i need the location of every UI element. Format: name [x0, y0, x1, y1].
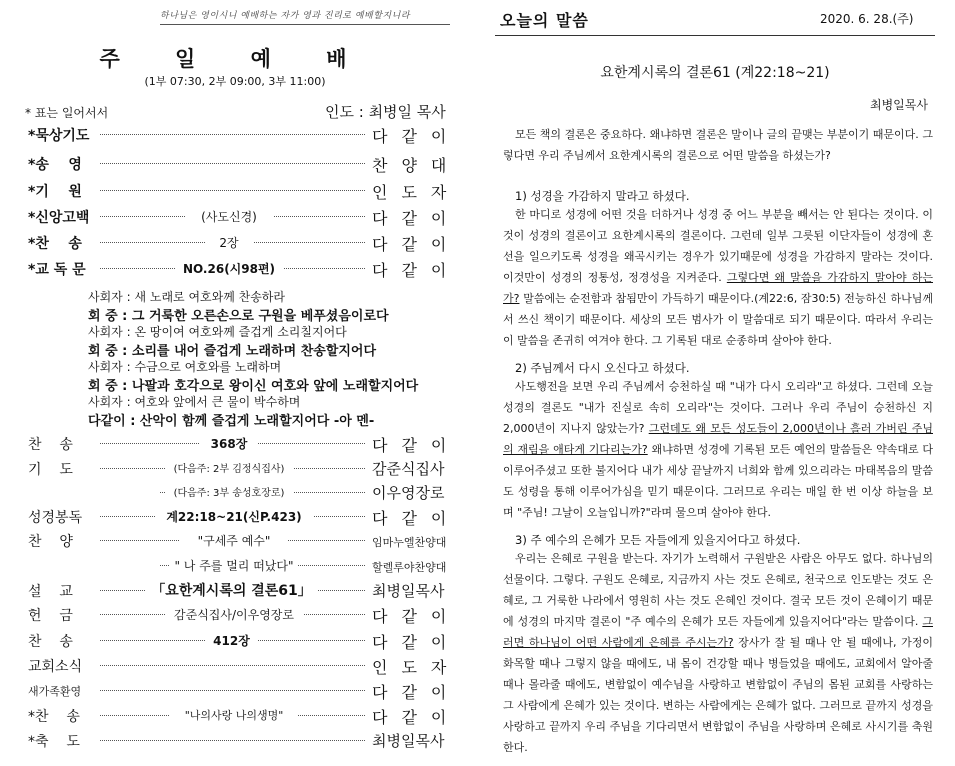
responsive-line: 회 중 : 나팔과 호각으로 왕이신 여호와 앞에 노래할지어다	[88, 379, 419, 394]
order-performer: 최병일목사	[372, 582, 445, 600]
order-performer: 찬양대	[372, 156, 461, 175]
order-performer: 다같이	[372, 235, 461, 254]
order-detail: NO.26(시98편)	[175, 260, 283, 277]
order-performer: 할렐루야찬양대	[372, 561, 447, 574]
order-row	[0, 181, 470, 203]
order-label: 찬 송	[28, 634, 73, 650]
underlined-question: 그렇다면 왜 말씀을 가감하지 말아야 하는가?	[503, 271, 933, 305]
underlined-question: 그러면 하나님이 어떤 사람에게 은혜를 주시는가?	[503, 615, 933, 649]
order-performer: 감준식집사	[372, 460, 445, 478]
order-row	[0, 731, 470, 753]
responsive-line: 다같이 : 산악이 함께 즐겁게 노래할지어다 -아 멘-	[88, 414, 375, 429]
order-row	[0, 259, 470, 281]
order-label: 성경봉독	[28, 510, 83, 526]
order-label: *송 영	[28, 157, 82, 173]
service-times: (1부 07:30, 2부 09:00, 3부 11:00)	[144, 75, 326, 88]
header-divider	[495, 35, 935, 36]
underlined-question: 그런데도 왜 모든 성도들이 2,000년이나 흘러 가버린 주님의 재림을 애타게 기다리는가?	[503, 422, 933, 456]
order-detail: (다음주: 3부 송성호장로)	[165, 484, 293, 499]
order-detail: 감준식집사/이우영장로	[165, 606, 303, 623]
order-label: *신앙고백	[28, 210, 90, 226]
dotted-leader	[100, 163, 365, 164]
page-title: 주 일 예 배	[99, 46, 371, 71]
order-label: *교 독 문	[28, 262, 86, 278]
order-detail: " 나 주를 멀리 떠났다"	[170, 557, 298, 574]
order-performer: 인도자	[372, 183, 461, 202]
standing-note: * 표는 일어서서	[25, 106, 109, 120]
order-row	[0, 556, 470, 578]
dotted-leader	[100, 740, 365, 741]
date-text: 2020. 6. 28.(주)	[820, 12, 914, 26]
order-detail: "나의사랑 나의생명"	[170, 707, 298, 723]
point-heading: 1) 성경을 가감하지 말라고 하셨다.	[515, 189, 690, 203]
order-row	[0, 656, 470, 678]
worship-order-column	[0, 0, 470, 766]
order-label: 헌 금	[28, 608, 73, 624]
order-detail: (다음주: 2부 김정식집사)	[165, 460, 293, 475]
dotted-leader	[100, 190, 365, 191]
order-row	[0, 459, 470, 481]
order-performer: 다같이	[372, 607, 461, 626]
order-label: 교회소식	[28, 659, 83, 675]
order-performer: 인도자	[372, 658, 461, 677]
paragraph-text: 한 마디로 성경에 어떤 것을 더하거나 성경 중 어느 부분을 빼서는 안 된다는 것이다. 이것이 성경의 결론이고 요한계시록의 결론이다. 그런데 일부 그릇된 이단자들이 성경에 혼선을 일으키도록 성경을 왜곡시키는 경우가 있기때문에 성경을 가감하지 말라는 것이다. 이것만이 성경의 정통성, 정경성을 지켜준다.	[503, 208, 933, 284]
order-label: 기 도	[28, 462, 73, 478]
paragraph-text: 사도행전을 보면 우리 주님께서 승천하실 때 "내가 다시 오리라"고 하셨다. 그런데 오늘 성경의 결론도 "내가 진실로 속히 오리라"는 것이다. 그러나 우리 주님이 승천하신 지 2,000년이 지나지 않았는가?	[503, 380, 933, 435]
responsive-line: 사회자 : 여호와 앞에서 큰 물이 박수하며	[88, 395, 301, 409]
order-detail: 2장	[205, 234, 253, 251]
order-row	[0, 207, 470, 229]
order-row	[0, 581, 470, 603]
order-detail: "구세주 예수"	[180, 532, 288, 549]
order-row	[0, 125, 470, 147]
order-row	[0, 483, 470, 505]
paragraph-text: 왜냐하면 성경에 기록된 모든 예언의 말씀들은 약속대로 다 이루어주셨고 또한 불지어다 내가 세상 끝날까지 너희와 함께 있으리라는 마태복음의 말씀도 성령을 통해 이루어가심을 믿기 때문이다. 그러므로 우리는 매일 한 번 이상 하늘을 보며 "주님! 그날이 오늘입니까?"라며 물으며 살아야 한다.	[503, 443, 933, 519]
order-row	[0, 233, 470, 255]
order-detail: 368장	[200, 435, 258, 452]
order-label: 새가족환영	[28, 685, 82, 698]
order-row	[0, 154, 470, 176]
order-performer: 다같이	[372, 708, 461, 727]
order-detail: 계22:18~21(신P.423)	[155, 508, 313, 525]
order-performer: 다같이	[372, 633, 461, 652]
sermon-author: 최병일목사	[870, 98, 928, 112]
paragraph-text: 장사가 잘 될 때나 안 될 때에나, 가정이 화목할 때나 그렇지 않을 때에도, 내 몸이 건강할 때나 병들었을 때에도, 교회에서 알아줄 때나 몰라줄 때에도, 변함없이 예수님을 사랑하고 변함없이 주님의 몸된 교회를 사랑하는 그 사람에게 은혜가 있는 것이다. 변하는 사람에게는 은혜가 없다. 그러므로 끝까지 성경을 사랑하고 끝까지 우리 주님을 기다리면서 변함없이 주님을 사랑하며 은혜로 사시기를 축원한다.	[503, 636, 934, 754]
order-row	[0, 681, 470, 703]
dotted-leader	[100, 665, 365, 666]
point-paragraph	[503, 548, 933, 758]
order-row	[0, 434, 470, 456]
order-performer: 다같이	[372, 261, 461, 280]
leader-text: 인도 : 최병일 목사	[325, 103, 446, 121]
order-performer: 이우영장로	[372, 484, 445, 502]
order-label: 찬 양	[28, 534, 73, 550]
order-label: *찬 송	[28, 709, 80, 725]
dotted-leader	[100, 134, 365, 135]
order-performer: 다같이	[372, 683, 461, 702]
order-performer: 다같이	[372, 127, 461, 146]
order-performer: 임마누엘찬양대	[372, 536, 447, 549]
order-row	[0, 605, 470, 627]
order-label: 찬 송	[28, 437, 73, 453]
section-header: 오늘의 말씀	[500, 11, 589, 30]
point-paragraph	[503, 204, 933, 351]
order-row	[0, 531, 470, 553]
point-heading: 2) 주님께서 다시 오신다고 하셨다.	[515, 361, 690, 375]
order-detail: 412장	[205, 632, 258, 649]
order-label: *기 원	[28, 184, 82, 200]
motto-text: 하나님은 영이시니 예배하는 자가 영과 진리로 예배할지니라	[160, 8, 450, 25]
responsive-line: 회 중 : 소리를 내어 즐겁게 노래하며 찬송할지어다	[88, 344, 377, 359]
responsive-line: 사회자 : 수금으로 여호와를 노래하며	[88, 360, 282, 374]
paragraph-text: 말씀에는 순전함과 참됨만이 가득하기 때문이다.(계22:6, 잠30:5) 전능하신 하나님께서 쓰신 책이기 때문이다. 세상의 모든 범사가 이 말씀대로 되기 때문이다. 따라서 우리는 이 말씀을 존귀히 여겨야 한다. 그 기록된 대로 순종하며 살아야 한다.	[503, 292, 933, 347]
sermon-title: 요한계시록의 결론61 (계22:18~21)	[600, 65, 830, 81]
responsive-line: 사회자 : 온 땅이여 여호와께 즐겁게 소리칠지어다	[88, 325, 347, 339]
order-detail: (사도신경)	[185, 208, 273, 225]
order-row	[0, 631, 470, 653]
order-label: *찬 송	[28, 236, 82, 252]
paragraph-text: 우리는 은혜로 구원을 받는다. 자기가 노력해서 구원받은 사람은 아무도 없다. 하나님의 선물이다. 그렇다. 구원도 은혜로, 지금까지 사는 것도 은혜로, 천국으로 인도받는 것도 은혜로, 그 거룩한 나라에서 영원히 사는 것도 은혜인 것이다. 결국 모든 것이 은혜이기 때문에 성경의 마지막 결론이 "주 예수의 은혜가 모든 자들에게 있을지어다"라는 말씀이다.	[503, 552, 933, 628]
order-label: 설 교	[28, 584, 73, 600]
responsive-line: 사회자 : 새 노래로 여호와께 찬송하라	[88, 290, 285, 304]
order-performer: 최병일목사	[372, 732, 445, 750]
order-row	[0, 507, 470, 529]
order-row	[0, 706, 470, 728]
order-performer: 다같이	[372, 509, 461, 528]
point-heading: 3) 주 예수의 은혜가 모든 자들에게 있을지어다고 하셨다.	[515, 533, 801, 547]
responsive-line: 회 중 : 그 거룩한 오른손으로 구원을 베푸셨음이로다	[88, 309, 389, 324]
order-detail: 「요한계시록의 결론61」	[145, 580, 318, 600]
order-performer: 다같이	[372, 209, 461, 228]
order-label: *묵상기도	[28, 128, 90, 144]
order-label: *축 도	[28, 734, 80, 750]
order-performer: 다같이	[372, 436, 461, 455]
point-paragraph	[503, 376, 933, 523]
intro-paragraph: 모든 책의 결론은 중요하다. 왜냐하면 결론은 말이나 글의 끝맺는 부분이기 때문이다. 그렇다면 우리 주님께서 요한계시록의 결론으로 어떤 말씀을 하셨는가?	[503, 128, 933, 162]
dotted-leader	[100, 690, 365, 691]
